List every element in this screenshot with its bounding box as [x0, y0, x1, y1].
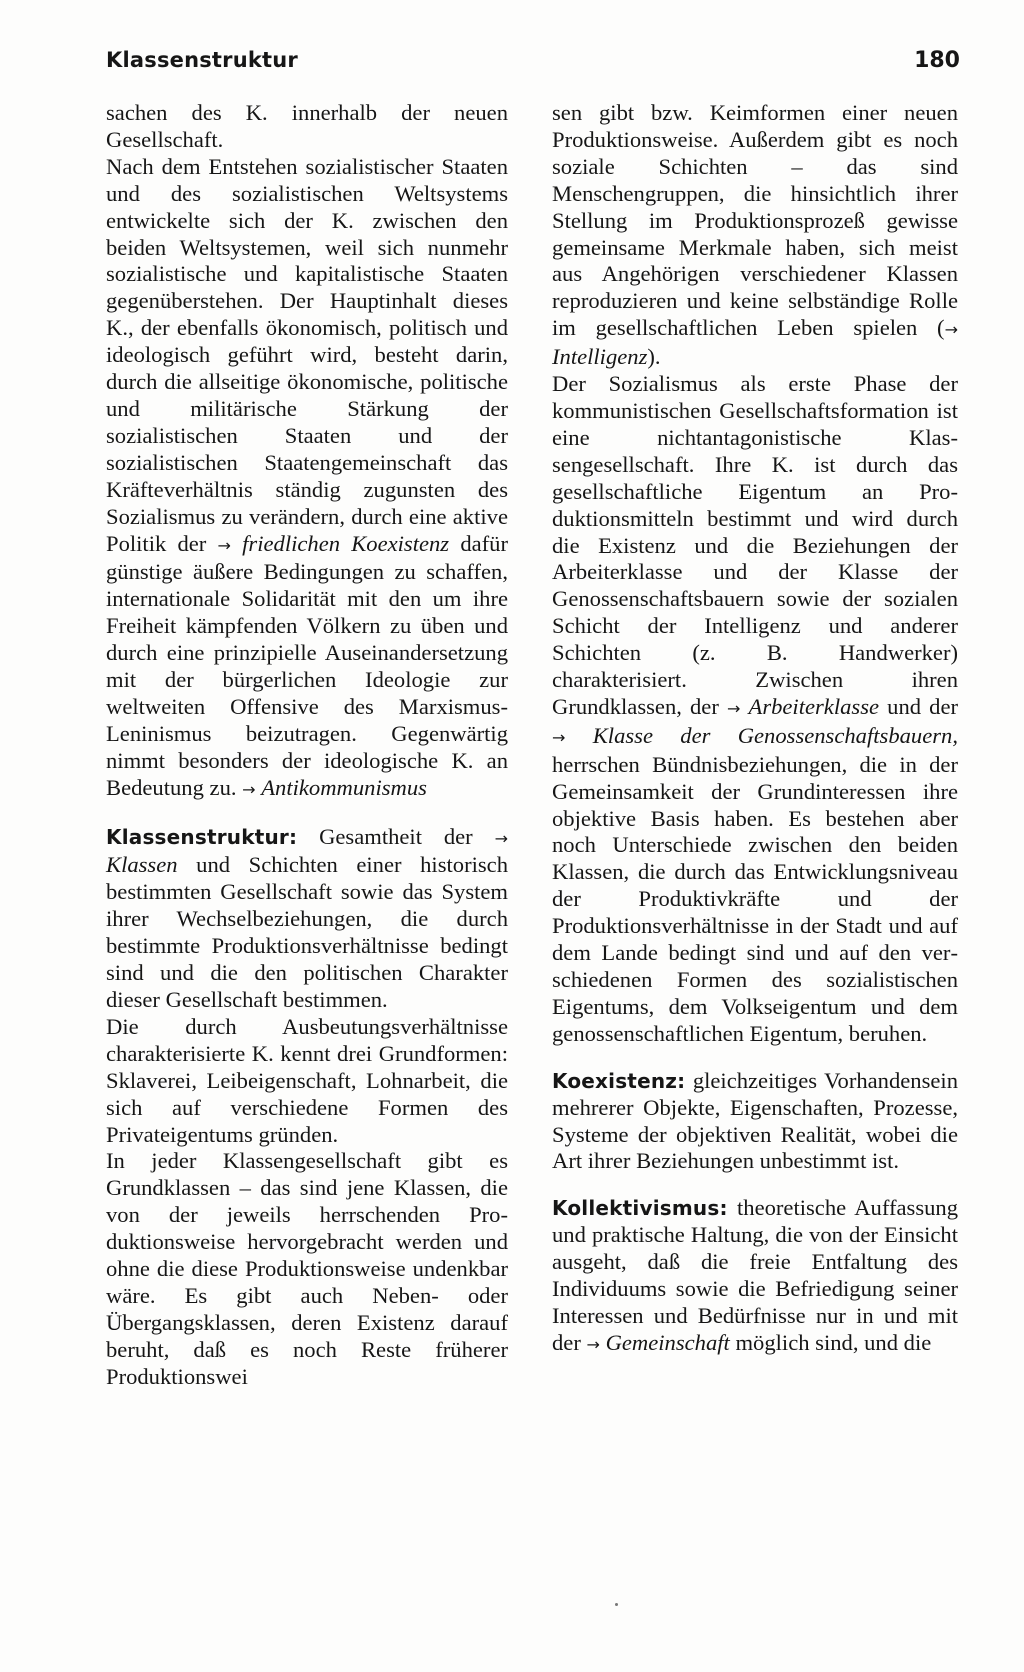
arrow-right-icon: →: [726, 698, 741, 718]
paragraph-text: herrschen Bündnisbeziehungen, die in der Gemeinsamkeit der Grundinteressen ihre objektive Basis haben. Es bestehen aber noch Unterschiede zwischen den beiden Klassen, die durch das Entwicklungsniveau der Produktivkräfte und der Produktionsverhältnisse in der Stadt und auf dem Lande bedingt sind und auf den verschiedenen Formen des sozialistischen Eigentums, dem Volkseigentum und dem genossenschaftlichen Eigentum, beruhen.: [552, 751, 958, 1046]
arrow-right-icon: →: [552, 727, 566, 747]
page-number: 180: [914, 48, 960, 73]
entry-text: möglich sind, und die: [735, 1329, 932, 1355]
continued-paragraph: sachen des K. innerhalb der neuen Gesellschaft.: [106, 100, 508, 152]
paragraph-text: und der: [887, 693, 959, 719]
arrow-right-icon: →: [494, 828, 508, 848]
cross-reference-link[interactable]: Klassen: [106, 852, 178, 878]
print-speck: [615, 1603, 618, 1606]
paragraph-schichten: [552, 100, 958, 371]
paragraph-text: Nach dem Entstehen sozialistischer Staaten und des sozialistischen Weltsystems entwickelte sich der K. zwischen den beiden Weltsystemen, weil sich nunmehr sozialistische und kapitalistische Staaten gegenüberstehen. Der Hauptinhalt dieses K., der ebenfalls ökonomisch, politisch und ideologisch geführt wird, besteht darin, durch die allseitige ökonomische, politische und militärische Stärkung der sozialistischen Staaten und der sozialistischen Staatengemeinschaft das Kräfteverhältnis ständig zugunsten des Sozialismus zu verändern, durch eine aktive Politik der: [106, 153, 508, 556]
paragraph-text: ).: [647, 344, 661, 370]
entry-headword: Kollektivismus:: [552, 1196, 728, 1221]
entry-text: und Schichten einer historisch bestimmten Gesellschaft sowie das System ihrer Wechselbeziehungen, die durch bestimmte Produktionsverhältnisse bedingt sind und die den politischen Charakter dieser Gesellschaft bestimmen.: [106, 852, 508, 1012]
paragraph-sozialismus: [552, 371, 958, 1048]
entry-klassenstruktur: [106, 824, 508, 1014]
arrow-right-icon: →: [242, 779, 256, 799]
entry-text: Gesamtheit der: [319, 823, 473, 849]
entry-text: gleichzeitiges Vorhandensein mehrerer Objekte, Eigenschaften, Prozesse, Systeme der objektiven Realität, wobei die Art ihrer Beziehungen unbestimmt ist.: [552, 1067, 958, 1174]
entry-text: theoretische Auffassung und praktische Haltung, die von der Einsicht ausgeht, daß die freie Entfaltung des Individuums sowie die Befriedigung seiner Interessen und Bedürfnisse nur in und mit der: [552, 1195, 958, 1355]
cross-reference-link[interactable]: Arbeiterklasse: [748, 693, 880, 719]
entry-headword: Klassenstruktur:: [106, 824, 298, 849]
cross-reference-link[interactable]: Intelligenz: [552, 344, 648, 370]
paragraph-text: Der Sozialismus als erste Phase der kommunistischen Gesellschaftsformation ist eine nichtantagonistische Klassengesellschaft. Ihre K. ist durch das gesellschaftliche Eigentum an Produktionsmitteln bestimmt und wird durch die Existenz und die Beziehungen der Arbeiterklasse und der Klasse der Genossenschaftsbauern sowie der sozialen Schicht der Intelligenz und anderer Schichten (z. B. Handwerker) charakterisiert. Zwischen ihren Grundklassen, der: [552, 371, 958, 719]
cross-reference-link[interactable]: Antikommunismus: [261, 774, 427, 800]
entry-koexistenz: [552, 1068, 958, 1176]
entry-kollektivismus: [552, 1195, 958, 1358]
arrow-right-icon: →: [586, 1334, 600, 1354]
cross-reference-link[interactable]: Gemeinschaft: [605, 1329, 730, 1355]
right-column: [552, 100, 958, 1359]
cross-reference-link[interactable]: friedlichen Koexistenz: [242, 530, 450, 556]
paragraph-grundklassen: In jeder Klassengesellschaft gibt es Grundklassen – das sind jene Klassen, die von der jeweils herrschenden Produktionsweise hervorgebracht werden und ohne die diese Produktionsweise undenkbar wäre. Es gibt auch Neben- oder Übergangsklassen, deren Existenz darauf beruht, daß es noch Reste früherer Produktionswei: [106, 1148, 508, 1389]
paragraph-text: dafür günstige äußere Bedingungen zu schaffen, internationale Solidarität mit den um ihre Freiheit kämpfenden Völkern zu üben und durch eine prinzipielle Auseinandersetzung mit der bürgerlichen Ideologie zur weltweiten Offensive des Marxismus-Leninismus beizutragen. Gegenwärtig nimmt besonders der ideologische K. an Bedeutung zu.: [106, 530, 508, 800]
entry-headword: Koexistenz:: [552, 1068, 686, 1093]
cross-reference-link[interactable]: Klasse der Genossenschaftsbauern,: [592, 722, 958, 748]
arrow-right-icon: →: [944, 320, 958, 340]
paragraph-text: sen gibt bzw. Keimformen einer neuen Produktionsweise. Außerdem gibt es noch soziale Schichten – das sind Menschengruppen, die hinsichtlich ihrer Stellung im Produktionsprozeß gewisse gemeinsame Merkmale haben, sich meist aus Angehörigen verschiedener Klassen reproduzieren und keine selbständige Rolle im gesellschaftlichen Leben spielen (: [552, 100, 958, 341]
arrow-right-icon: →: [217, 535, 231, 555]
running-head: Klassenstruktur: [106, 48, 298, 72]
paragraph-weltsysteme: [106, 154, 508, 804]
page-header: [106, 48, 960, 84]
left-column: [106, 100, 508, 1391]
paragraph-grundformen: Die durch Ausbeutungsverhältnisse charakterisierte K. kennt drei Grundformen: Sklaverei, Leibeigenschaft, Lohnarbeit, die sich auf verschiedene Formen des Privateigentums gründen.: [106, 1013, 508, 1147]
